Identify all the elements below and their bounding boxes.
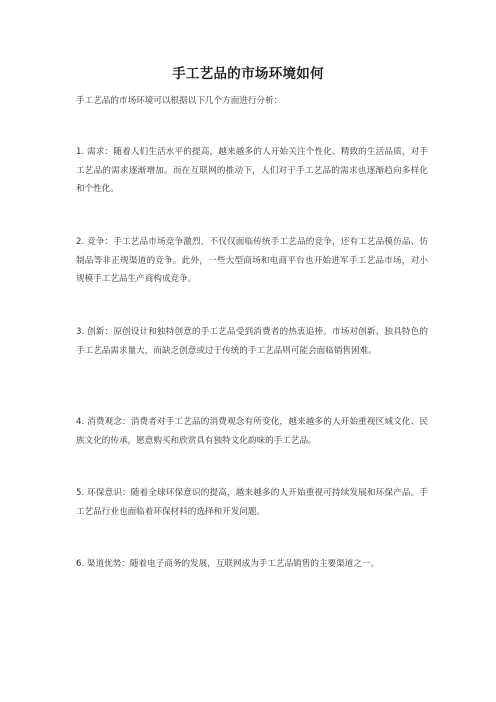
paragraph-consumption-concept: 4. 消费观念：消费者对手工艺品的消费观念有所变化，越来越多的人开始重视区域文化、民族文化的传承，愿意购买和欣赏具有独特文化韵味的手工艺品。 — [76, 417, 428, 446]
document-title: 手工艺品的市场环境如何 — [172, 66, 324, 82]
paragraph-environmental-awareness: 5. 环保意识：随着全球环保意识的提高，越来越多的人开始重视可持续发展和环保产品。手工艺品行业也面临着环保材料的选择和开发问题。 — [76, 488, 428, 517]
paragraph-innovation: 3. 创新：原创设计和独特创意的手工艺品受到消费者的热衷追捧。市场对创新、独具特色的手工艺品需求量大，而缺乏创意或过于传统的手工艺品则可能会面临销售困难。 — [76, 327, 428, 356]
paragraph-competition: 2. 竞争：手工艺品市场竞争激烈，不仅仅面临传统手工艺品的竞争，还有工艺品模仿品、仿制品等非正规渠道的竞争。此外，一些大型商场和电商平台也开始进军手工艺品市场，对小规模手工艺品生产商构成竞争。 — [76, 237, 428, 284]
intro-text: 手工艺品的市场环境可以根据以下几个方面进行分析： — [76, 96, 283, 106]
paragraph-demand: 1. 需求：随着人们生活水平的提高，越来越多的人开始关注个性化、精致的生活品质，对手工艺品的需求逐渐增加。而在互联网的推动下，人们对于手工艺品的需求也逐渐趋向多样化和个性化。 — [76, 147, 428, 194]
paragraph-channel-advantage: 6. 渠道优势：随着电子商务的发展，互联网成为手工艺品销售的主要渠道之一。 — [76, 559, 380, 569]
